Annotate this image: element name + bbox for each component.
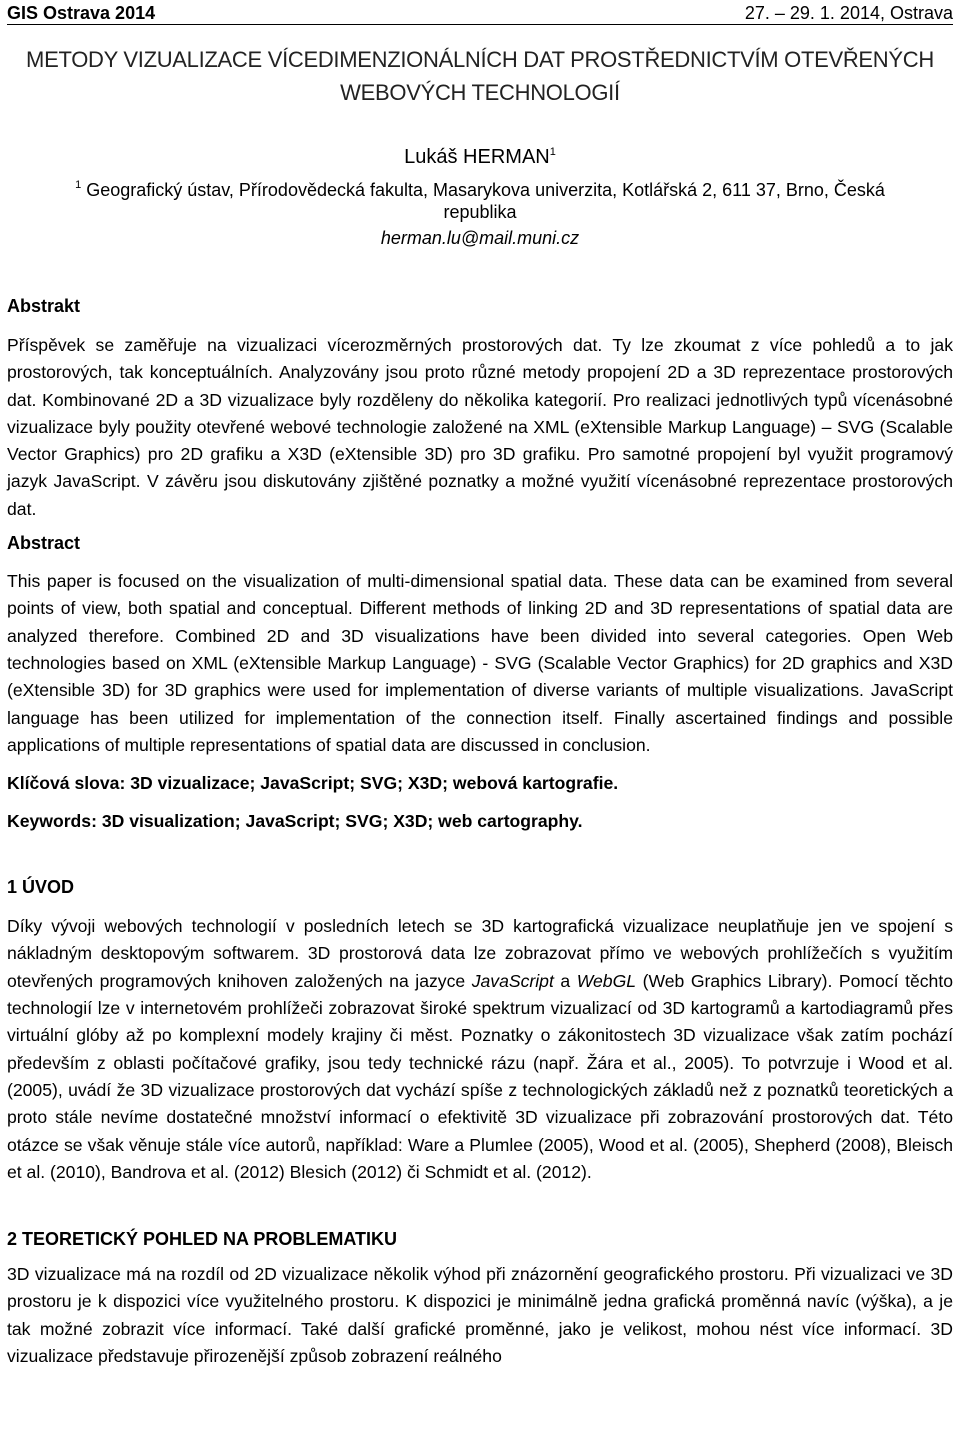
section-1-heading: 1 ÚVOD [7, 877, 75, 898]
abstrakt-heading: Abstrakt [7, 296, 81, 316]
abstract-text: This paper is focused on the visualization of multi-dimensional spatial data. These data can be examined from several points of view, both spatial and conceptual. Different methods of linking 2D and 3D representations of spatial data are analyzed therefore. Combined 2D and 3D visualizations have been divided into several categories. Open Web technologies based on XML (eXtensible Markup Language) - SVG (Scalable Vector Graphics) for 2D graphics and X3D (eXtensible 3D) for 3D graphics were used for implementation of diverse variants of multiple visualizations. JavaScript language has been utilized for implementation of the connection itself. Finally ascertained findings and possible applications of multiple representations of spatial data are discussed in conclusion. [7, 571, 953, 755]
section-1-text [7, 913, 953, 1186]
running-header [7, 0, 953, 25]
section-2-text: 3D vizualizace má na rozdíl od 2D vizualizace několik výhod při znázornění geografického prostoru. Při vizualizaci ve 3D prostoru je k dispozici více využitelného prostoru. K dispozici je minimálně jedna grafická proměnná navíc (výška), a je tak možné zobrazit více informací. Také další grafické proměnné, jako je velikost, mohou nést více informací. 3D vizualizace představuje přirozenější způsob zobrazení reálného [7, 1264, 953, 1367]
author-superscript: 1 [549, 146, 556, 158]
abstract-heading: Abstract [7, 533, 81, 554]
section-2-heading: 2 TEORETICKÝ POHLED NA PROBLEMATIKU [7, 1229, 398, 1250]
author-line [7, 139, 953, 170]
section-1-text-b: a [553, 970, 577, 991]
affiliation-superscript: 1 [75, 179, 82, 191]
affiliation-text: Geografický ústav, Přírodovědecká fakulta, Masarykova univerzita, Kotlářská 2, 611 37, Brno, Česká republika [86, 180, 885, 222]
author-name: Lukáš HERMAN [404, 146, 550, 168]
conference-date-place: 27. – 29. 1. 2014, Ostrava [744, 3, 953, 23]
keywords-english: Keywords: 3D visualization; JavaScript; SVG; X3D; web cartography. [7, 811, 583, 832]
section-1-webgl: WebGL [576, 970, 637, 991]
abstrakt-text: Příspěvek se zaměřuje na vizualizaci vícerozměrných prostorových dat. Ty lze zkoumat z více pohledů a to jak prostorových, tak konceptuálních. Analyzovány jsou proto různé metody propojení 2D a 3D reprezentace prostorových dat. Kombinované 2D a 3D vizualizace byly rozděleny do několika kategorií. Pro realizaci jednotlivých typů vícenásobné vizualizace byly použity otevřené webové technologie založené na XML (eXtensible Markup Language) – SVG (Scalable Vector Graphics) pro 2D grafiku a X3D (eXtensible 3D) pro 3D grafiku. Pro samotné propojení byl využit programový jazyk JavaScript. V závěru jsou diskutovány zjištěné poznatky a možné využití vícenásobné reprezentace prostorových dat. [7, 335, 953, 519]
author-email: herman.lu@mail.muni.cz [380, 228, 580, 248]
section-1-text-a: Díky vývoji webových technologií v posledních letech se 3D kartografická vizualizace neuplatňuje jen ve spojení s nákladným desktopovým softwarem. 3D prostorová data lze zobrazovat přímo ve webových prohlížečích s využitím otevřených programových knihoven založených na jazyce [7, 916, 953, 991]
section-1-text-c: (Web Graphics Library). Pomocí těchto technologií lze v internetovém prohlížeči zobrazovat široké spektrum vizualizací od 3D kartogramů a kartodiagramů přes virtuální glóby až po komplexní modely krajiny či měst. Poznatky o zákonitostech 3D vizualizace však zatím pochází především z oblasti počítačové grafiky, jsou tedy technické rázu (např. Žára et al., 2005). To potvrzuje i Wood et al. (2005), uvádí že 3D vizualizace prostorových dat vychází spíše z technologických základů než z poznatků teoretických a proto stále nevíme dostatečné množství informací o efektivitě 3D vizualizace při zobrazování prostorových dat. Této otázce se však věnuje stále více autorů, například: Ware a Plumlee (2005), Wood et al. (2005), Shepherd (2008), Bleisch et al. (2010), Bandrova et al. (2012) Blesich (2012) či Schmidt et al. (2012). [7, 970, 954, 1182]
affiliation [7, 174, 953, 223]
section-1-javascript: JavaScript [471, 970, 554, 991]
conference-name: GIS Ostrava 2014 [7, 3, 156, 23]
paper-title: METODY VIZUALIZACE VÍCEDIMENZIONÁLNÍCH DAT PROSTŘEDNICTVÍM OTEVŘENÝCH WEBOVÝCH TECHNOLOGIÍ [26, 47, 934, 105]
keywords-czech: Klíčová slova: 3D vizualizace; JavaScript; SVG; X3D; webová kartografie. [7, 773, 619, 794]
